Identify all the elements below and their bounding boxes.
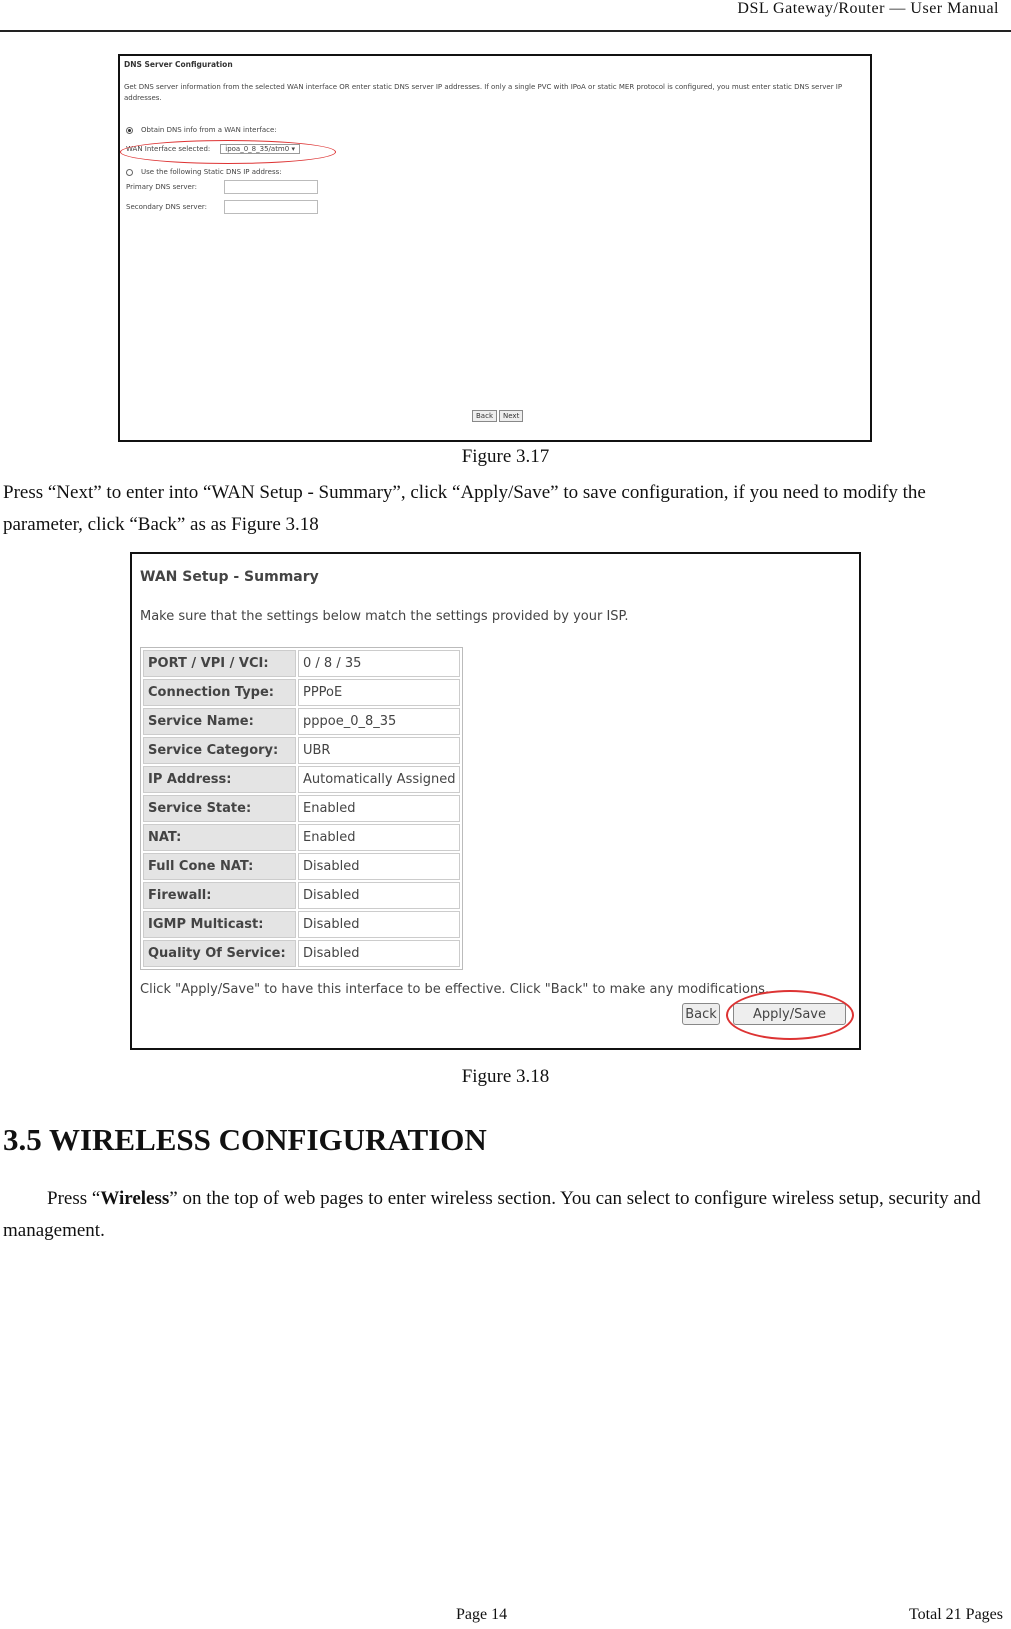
section-paragraph: Press “Wireless” on the top of web pages to enter wireless section. You can select to configure wireless setup, security and management. [3, 1188, 981, 1241]
wan-interface-select[interactable]: ipoa_0_8_35/atm0 ▾ [220, 144, 300, 154]
summary-value: PPPoE [298, 679, 460, 706]
static-dns-radio[interactable] [126, 169, 133, 176]
secondary-dns-input[interactable] [224, 200, 318, 214]
wan-summary-title: WAN Setup - Summary [140, 569, 319, 585]
apply-save-button[interactable]: Apply/Save [733, 1003, 846, 1025]
summary-key: PORT / VPI / VCI: [143, 650, 296, 677]
summary-key: Service State: [143, 795, 296, 822]
wan-interface-label: WAN Interface selected: [126, 145, 211, 153]
table-row [143, 766, 460, 793]
apply-note: Click "Apply/Save" to have this interface to be effective. Click "Back" to make any modifications. [140, 982, 770, 997]
table-row [143, 708, 460, 735]
table-row [143, 911, 460, 938]
dns-config-title: DNS Server Configuration [124, 60, 233, 69]
secondary-dns-label: Secondary DNS server: [126, 203, 207, 211]
summary-value: Disabled [298, 940, 460, 967]
obtain-dns-radio[interactable] [126, 127, 133, 134]
summary-value: Disabled [298, 911, 460, 938]
summary-value: Disabled [298, 882, 460, 909]
wireless-keyword: Wireless [100, 1188, 170, 1209]
dns-config-description: Get DNS server information from the selected WAN interface OR enter static DNS server IP addresses. If only a single PVC with IPoA or static MER protocol is configured, you must enter static DNS server IP addresses. [124, 83, 843, 102]
table-row [143, 650, 460, 677]
primary-dns-input[interactable] [224, 180, 318, 194]
header-rule [0, 30, 1011, 32]
figure-3-17-caption: Figure 3.17 [461, 446, 550, 467]
summary-value: Disabled [298, 853, 460, 880]
total-pages: Total 21 Pages [909, 1606, 1003, 1623]
figure-3-18-caption: Figure 3.18 [461, 1066, 550, 1087]
next-button[interactable]: Next [499, 410, 523, 422]
summary-table [140, 647, 463, 970]
table-row [143, 853, 460, 880]
summary-key: Firewall: [143, 882, 296, 909]
summary-key: Quality Of Service: [143, 940, 296, 967]
summary-key: Service Category: [143, 737, 296, 764]
back-button[interactable]: Back [472, 410, 497, 422]
summary-value: Automatically Assigned [298, 766, 460, 793]
figure-3-18-screenshot [130, 552, 861, 1050]
figure-3-17-screenshot [118, 54, 872, 442]
summary-key: NAT: [143, 824, 296, 851]
section-heading: 3.5 WIRELESS CONFIGURATION [3, 1122, 487, 1157]
table-row [143, 882, 460, 909]
nav-buttons [472, 410, 523, 422]
summary-value: Enabled [298, 795, 460, 822]
table-row [143, 824, 460, 851]
primary-dns-label: Primary DNS server: [126, 183, 197, 191]
summary-key: IGMP Multicast: [143, 911, 296, 938]
back-button[interactable]: Back [682, 1003, 720, 1025]
highlight-circle [120, 140, 336, 164]
obtain-dns-option[interactable] [126, 126, 277, 134]
running-header: DSL Gateway/Router — User Manual [737, 0, 999, 17]
instruction-paragraph: Press “Next” to enter into “WAN Setup - Summary”, click “Apply/Save” to save configuration, if you need to modify the parameter, click “Back” as as Figure 3.18 [3, 482, 926, 535]
static-dns-label: Use the following Static DNS IP address: [141, 168, 282, 176]
summary-value: pppoe_0_8_35 [298, 708, 460, 735]
table-row [143, 679, 460, 706]
obtain-dns-label: Obtain DNS info from a WAN interface: [141, 126, 277, 134]
summary-key: IP Address: [143, 766, 296, 793]
summary-value: Enabled [298, 824, 460, 851]
summary-key: Full Cone NAT: [143, 853, 296, 880]
table-row [143, 940, 460, 967]
page-number: Page 14 [456, 1606, 508, 1623]
highlight-circle [726, 990, 854, 1040]
summary-value: UBR [298, 737, 460, 764]
summary-value: 0 / 8 / 35 [298, 650, 460, 677]
summary-key: Service Name: [143, 708, 296, 735]
summary-key: Connection Type: [143, 679, 296, 706]
table-row [143, 795, 460, 822]
static-dns-option[interactable] [126, 168, 282, 176]
table-row [143, 737, 460, 764]
wan-summary-description: Make sure that the settings below match the settings provided by your ISP. [140, 609, 629, 624]
